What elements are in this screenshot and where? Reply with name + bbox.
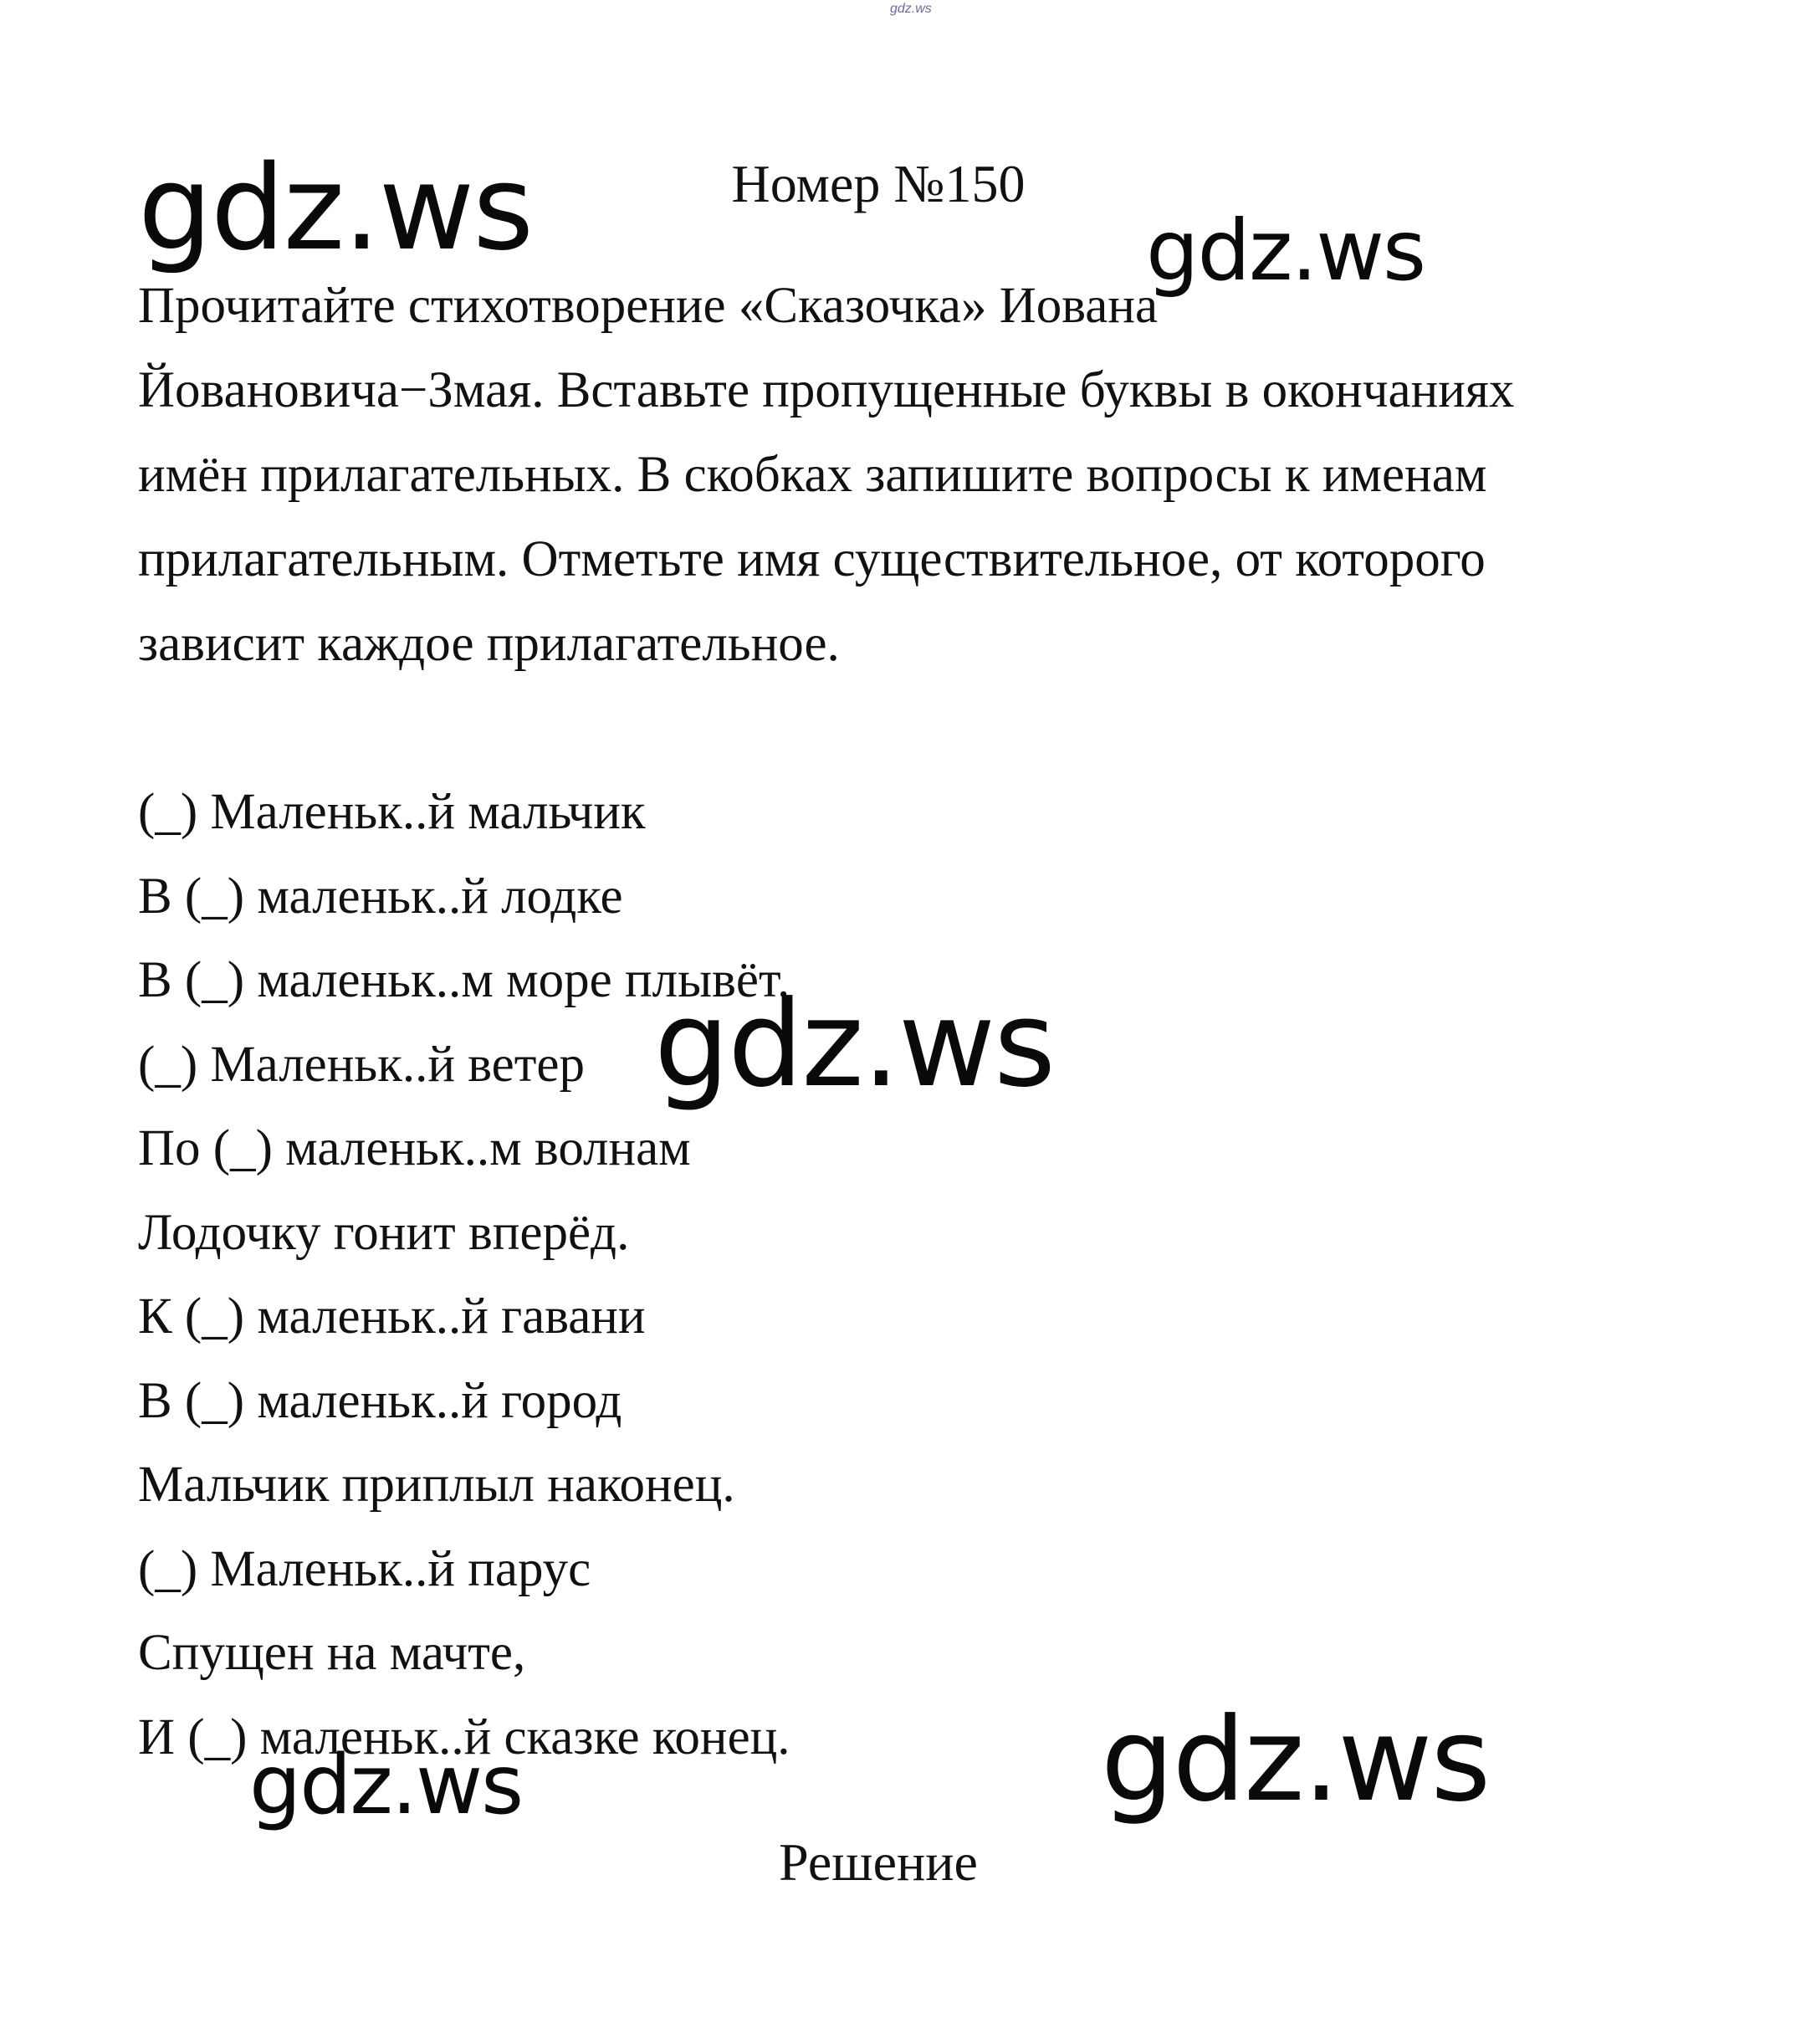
- poem-line: В (_) маленьк..й город: [138, 1372, 622, 1429]
- poem-line: Мальчик приплыл наконец.: [138, 1457, 735, 1513]
- poem-line: И (_) маленьк..й сказке конец.: [138, 1708, 790, 1765]
- poem: [138, 771, 790, 1780]
- task-text: Прочитайте стихотворение «Сказочка» Иована Йовановича−Змая. Вставьте пропущенные буквы в окончаниях имён прилагательных. В скобках запишите вопросы к именам прилагательным. Отметьте имя существительное, от которого зависит каждое прилагательное.: [138, 278, 1515, 672]
- poem-line: Лодочку гонит вперёд.: [138, 1204, 630, 1261]
- top-watermark: gdz.ws: [890, 2, 932, 16]
- watermark-logo: gdz.ws: [654, 976, 1055, 1114]
- poem-line: Спущен на мачте,: [138, 1625, 526, 1681]
- poem-line: В (_) маленьк..й лодке: [138, 868, 623, 925]
- poem-line: (_) Маленьк..й ветер: [138, 1036, 585, 1093]
- poem-line: (_) Маленьк..й мальчик: [138, 784, 646, 840]
- watermark-logo: gdz.ws: [1146, 202, 1425, 300]
- watermark-logo: gdz.ws: [1101, 1693, 1490, 1827]
- poem-line: По (_) маленьк..м волнам: [138, 1120, 691, 1176]
- watermark-logo: gdz.ws: [138, 141, 533, 277]
- poem-line: К (_) маленьк..й гавани: [138, 1288, 646, 1345]
- watermark-logo: gdz.ws: [249, 1738, 523, 1833]
- poem-line: (_) Маленьк..й парус: [138, 1540, 591, 1597]
- solution-heading: Решение: [779, 1832, 978, 1892]
- poem-line: В (_) маленьк..м море плывёт.: [138, 952, 790, 1008]
- page-title: Номер №150: [731, 154, 1026, 213]
